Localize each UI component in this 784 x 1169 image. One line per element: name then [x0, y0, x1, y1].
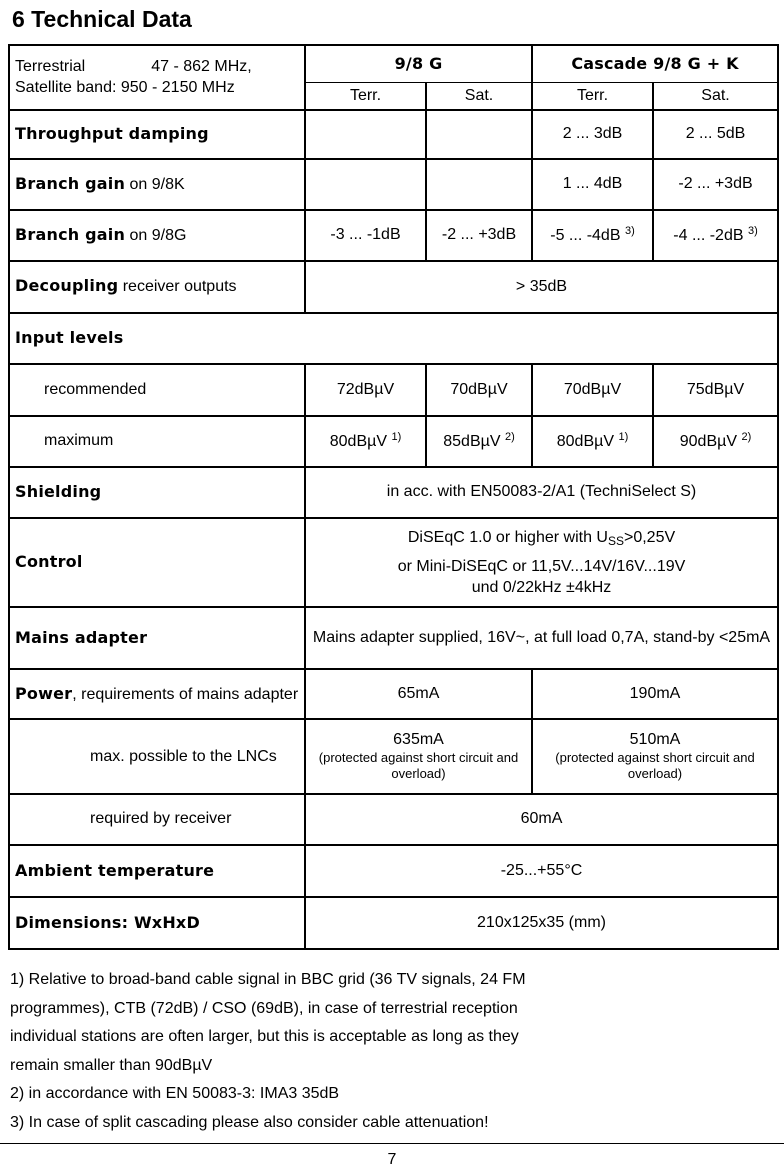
freq-terrestrial-value: 47 - 862 MHz, [151, 58, 252, 76]
row-recommended [9, 364, 778, 416]
row-ambient-temperature [9, 845, 778, 897]
cell: 75dBµV [653, 364, 778, 416]
freq-satellite: Satellite band: 950 - 2150 MHz [15, 79, 235, 97]
label-rest: on 9/8G [125, 226, 187, 244]
label: required by receiver [9, 794, 305, 845]
label [9, 210, 305, 261]
footnotes [10, 966, 526, 1137]
row-mains-adapter [9, 607, 778, 669]
control-line3: und 0/22kHz ±4kHz [471, 578, 612, 596]
col-sat-1: Sat. [426, 82, 532, 110]
cell: -25...+55°C [305, 845, 778, 897]
note: (protected against short circuit and overload) [318, 750, 519, 781]
label: Input levels [9, 313, 778, 364]
value: -4 ... -2dB [673, 226, 744, 244]
label [9, 159, 305, 210]
row-dimensions [9, 897, 778, 949]
cell: 70dBµV [426, 364, 532, 416]
cell [305, 719, 532, 794]
cell-empty [426, 110, 532, 159]
section-title: 6 Technical Data [12, 6, 192, 32]
control-line1-sub: SS [607, 533, 624, 548]
cell: -3 ... -1dB [305, 210, 426, 261]
control-line1-pre: DiSEqC 1.0 or higher with U [407, 528, 608, 546]
footnote-line: individual stations are often larger, but this is acceptable as long as they [10, 1028, 519, 1045]
footnote-ref: 1) [391, 430, 402, 443]
row-shielding [9, 467, 778, 518]
value: 90dBµV [679, 432, 738, 450]
cell: 72dBµV [305, 364, 426, 416]
row-throughput-damping [9, 110, 778, 159]
value: 85dBµV [443, 432, 501, 450]
cell: 70dBµV [532, 364, 653, 416]
label [9, 669, 305, 719]
label: Shielding [9, 467, 305, 518]
cell [532, 719, 778, 794]
technical-data-table [8, 44, 779, 950]
label-bold: Branch gain [15, 173, 126, 193]
cell: 2 ... 3dB [532, 110, 653, 159]
value: -5 ... -4dB [550, 226, 621, 244]
cell: -2 ... +3dB [426, 210, 532, 261]
footnote-ref: 3) [624, 224, 635, 237]
cell [532, 416, 653, 467]
cell: 65mA [305, 669, 532, 719]
footnote-ref: 2) [504, 430, 515, 443]
cell [426, 416, 532, 467]
row-max-to-lnc [9, 719, 778, 794]
cell: 60mA [305, 794, 778, 845]
value: 80dBµV [329, 432, 388, 450]
label: max. possible to the LNCs [9, 719, 305, 794]
label: Throughput damping [9, 110, 305, 159]
cell [532, 210, 653, 261]
cell-empty [426, 159, 532, 210]
cell: 1 ... 4dB [532, 159, 653, 210]
row-branch-gain-g [9, 210, 778, 261]
row-control [9, 518, 778, 607]
freq-terrestrial-label: Terrestrial [15, 58, 86, 76]
control-line1-post: >0,25V [623, 528, 676, 546]
label: Dimensions: WxHxD [9, 897, 305, 949]
cell: in acc. with EN50083-2/A1 (TechniSelect S) [305, 467, 778, 518]
label: Ambient temperature [9, 845, 305, 897]
page-number: 7 [387, 1151, 397, 1168]
cell: 190mA [532, 669, 778, 719]
cell: > 35dB [305, 261, 778, 313]
value: 510mA [629, 731, 681, 749]
footnote-line: programmes), CTB (72dB) / CSO (69dB), in case of terrestrial reception [10, 999, 518, 1017]
label-rest: , requirements of mains adapter [72, 685, 299, 703]
cell: -2 ... +3dB [653, 159, 778, 210]
cell [653, 210, 778, 261]
cell [305, 416, 426, 467]
footnote-line: 1) Relative to broad-band cable signal in BBC grid (36 TV signals, 24 FM [10, 971, 526, 988]
footnote-ref: 1) [618, 430, 629, 443]
label: Control [9, 518, 305, 607]
label-rest: receiver outputs [118, 278, 237, 295]
col-terr-2: Terr. [532, 82, 653, 110]
frequency-band-cell [9, 45, 305, 110]
cell: 2 ... 5dB [653, 110, 778, 159]
cell [305, 518, 778, 607]
footnote-line: 2) in accordance with EN 50083-3: IMA3 35dB [10, 1085, 340, 1102]
footer-divider [0, 1143, 784, 1144]
label-rest: on 9/8K [125, 175, 185, 193]
label [9, 261, 305, 313]
note: (protected against short circuit and overload) [555, 750, 755, 781]
footnote-line: 3) In case of split cascading please also consider cable attenuation! [10, 1113, 489, 1131]
value: 635mA [393, 731, 444, 749]
cell [653, 416, 778, 467]
cell-empty [305, 159, 426, 210]
row-power [9, 669, 778, 719]
control-line2: or Mini-DiSEqC or 11,5V...14V/16V...19V [397, 557, 686, 575]
label-bold: Power [15, 683, 73, 703]
col-terr-1: Terr. [305, 82, 426, 110]
row-decoupling [9, 261, 778, 313]
cell: Mains adapter supplied, 16V~, at full load 0,7A, stand-by <25mA [305, 607, 778, 669]
group-9-8-g-header: 9/8 G [305, 45, 532, 82]
group-cascade-header: Cascade 9/8 G + K [532, 45, 778, 82]
row-maximum [9, 416, 778, 467]
label-bold: Decoupling [15, 276, 119, 295]
cell: 210x125x35 (mm) [305, 897, 778, 949]
row-required-by-receiver [9, 794, 778, 845]
header-row [9, 45, 778, 82]
row-branch-gain-k [9, 159, 778, 210]
label: recommended [9, 364, 305, 416]
label: Mains adapter [9, 607, 305, 669]
footnote-ref: 3) [747, 224, 758, 237]
footnote-ref: 2) [741, 430, 752, 443]
row-input-levels [9, 313, 778, 364]
col-sat-2: Sat. [653, 82, 778, 110]
value: 80dBµV [556, 432, 615, 450]
label-bold: Branch gain [15, 224, 126, 244]
label: maximum [9, 416, 305, 467]
cell-empty [305, 110, 426, 159]
footnote-line: remain smaller than 90dBµV [10, 1056, 213, 1074]
